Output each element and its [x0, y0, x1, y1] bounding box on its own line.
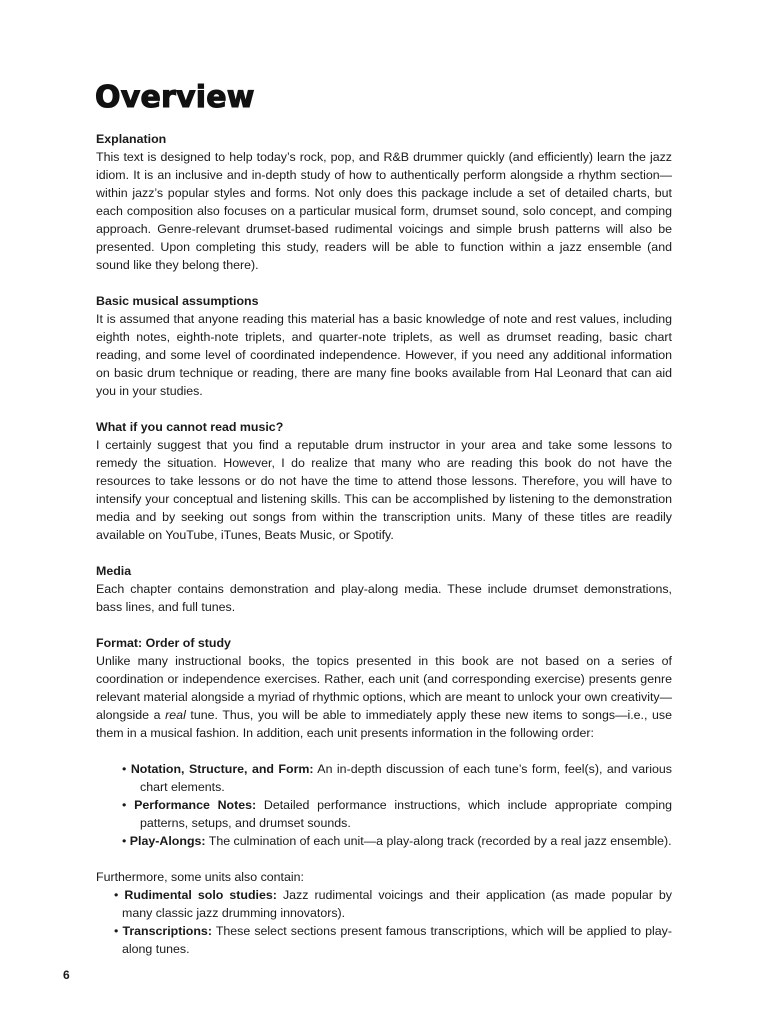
item-text: Jazz rudimental voicings and their application (as made popular by many classic jazz drumming innovators).	[122, 888, 672, 920]
extra-list	[96, 886, 672, 958]
section-heading: Media	[96, 564, 132, 578]
section-media	[96, 562, 672, 616]
section-heading: What if you cannot read music?	[96, 420, 284, 434]
section-body: This text is designed to help today’s rock, pop, and R&B drummer quickly (and efficiently) learn the jazz idiom. It is an inclusive and in-depth study of how to authentically perform alongside a rhythm section—within jazz’s popular styles and forms. Not only does this package include a set of detailed charts, but each composition also focuses on a particular musical form, drumset sound, solo concept, and comping approach. Genre-relevant drumset-based rudimental voicings and simple brush patterns will also be presented. Upon completing this study, readers will be able to function within a jazz ensemble (and sound like they belong there).	[96, 150, 672, 272]
bullet-glyph: •	[122, 834, 127, 848]
section-heading: Explanation	[96, 132, 167, 146]
item-label: Performance Notes:	[134, 798, 257, 812]
body-text-part: Unlike many instructional books, the topics presented in this book are not based on a series of coordination or independence exercises. Rather, each unit (and corresponding exercise) presents genre relevant material alongside a myriad of rhythmic options, which are meant to unlock your own creativity—alongside a	[96, 654, 672, 722]
furthermore-text: Furthermore, some units also contain:	[96, 870, 304, 884]
bullet-glyph: •	[114, 924, 119, 938]
list-item	[114, 832, 672, 850]
page-number: 6	[63, 968, 70, 982]
list-item	[114, 922, 672, 958]
section-body: It is assumed that anyone reading this material has a basic knowledge of note and rest values, including eighth notes, eighth-note triplets, and quarter-note triplets, as well as drumset reading, basic chart reading, and some level of coordinated independence. However, if you need any additional information on basic drum technique or reading, there are many fine books available from Hal Leonard that can aid you in your studies.	[96, 312, 672, 398]
item-text: These select sections present famous transcriptions, which will be applied to play-along tunes.	[122, 924, 672, 956]
emphasis-real: real	[165, 708, 186, 722]
order-list	[96, 760, 672, 850]
item-label: Play-Alongs:	[129, 834, 206, 848]
item-text: Detailed performance instructions, which include appropriate comping patterns, setups, and drumset sounds.	[140, 798, 672, 830]
body-text-part: tune. Thus, you will be able to immediately apply these new items to songs—i.e., use them in a musical fashion. In addition, each unit presents information in the following order:	[96, 708, 673, 740]
list-item	[114, 796, 672, 832]
item-label: Notation, Structure, and Form:	[130, 762, 314, 776]
list-item	[114, 760, 672, 796]
section-body	[96, 652, 672, 742]
bullet-glyph: •	[122, 798, 127, 812]
section-explanation	[96, 130, 672, 274]
item-label: Transcriptions:	[122, 924, 212, 938]
section-heading: Format: Order of study	[96, 636, 231, 650]
item-text: The culmination of each unit—a play-along track (recorded by a real jazz ensemble).	[205, 834, 672, 848]
section-heading: Basic musical assumptions	[96, 294, 259, 308]
section-cannot-read	[96, 418, 672, 544]
bullet-glyph: •	[114, 888, 119, 902]
section-body: I certainly suggest that you find a reputable drum instructor in your area and take some lessons to remedy the situation. However, I do realize that many who are reading this book do not have the resources to take lessons or do not have the time to attend those lessons. Therefore, you will have to intensify your conceptual and listening skills. This can be accomplished by listening to the demonstration media and by seeking out songs from within the transcription units. Many of these titles are readily available on YouTube, iTunes, Beats Music, or Spotify.	[96, 438, 672, 542]
item-label: Rudimental solo studies:	[124, 888, 277, 902]
page-title: Overview	[95, 80, 255, 115]
item-text: An in-depth discussion of each tune’s form, feel(s), and various chart elements.	[140, 762, 672, 794]
section-format	[96, 634, 672, 742]
page-content	[96, 130, 672, 976]
bullet-glyph: •	[122, 762, 127, 776]
section-assumptions	[96, 292, 672, 400]
section-body: Each chapter contains demonstration and play-along media. These include drumset demonstrations, bass lines, and full tunes.	[96, 582, 672, 614]
list-item	[114, 886, 672, 922]
